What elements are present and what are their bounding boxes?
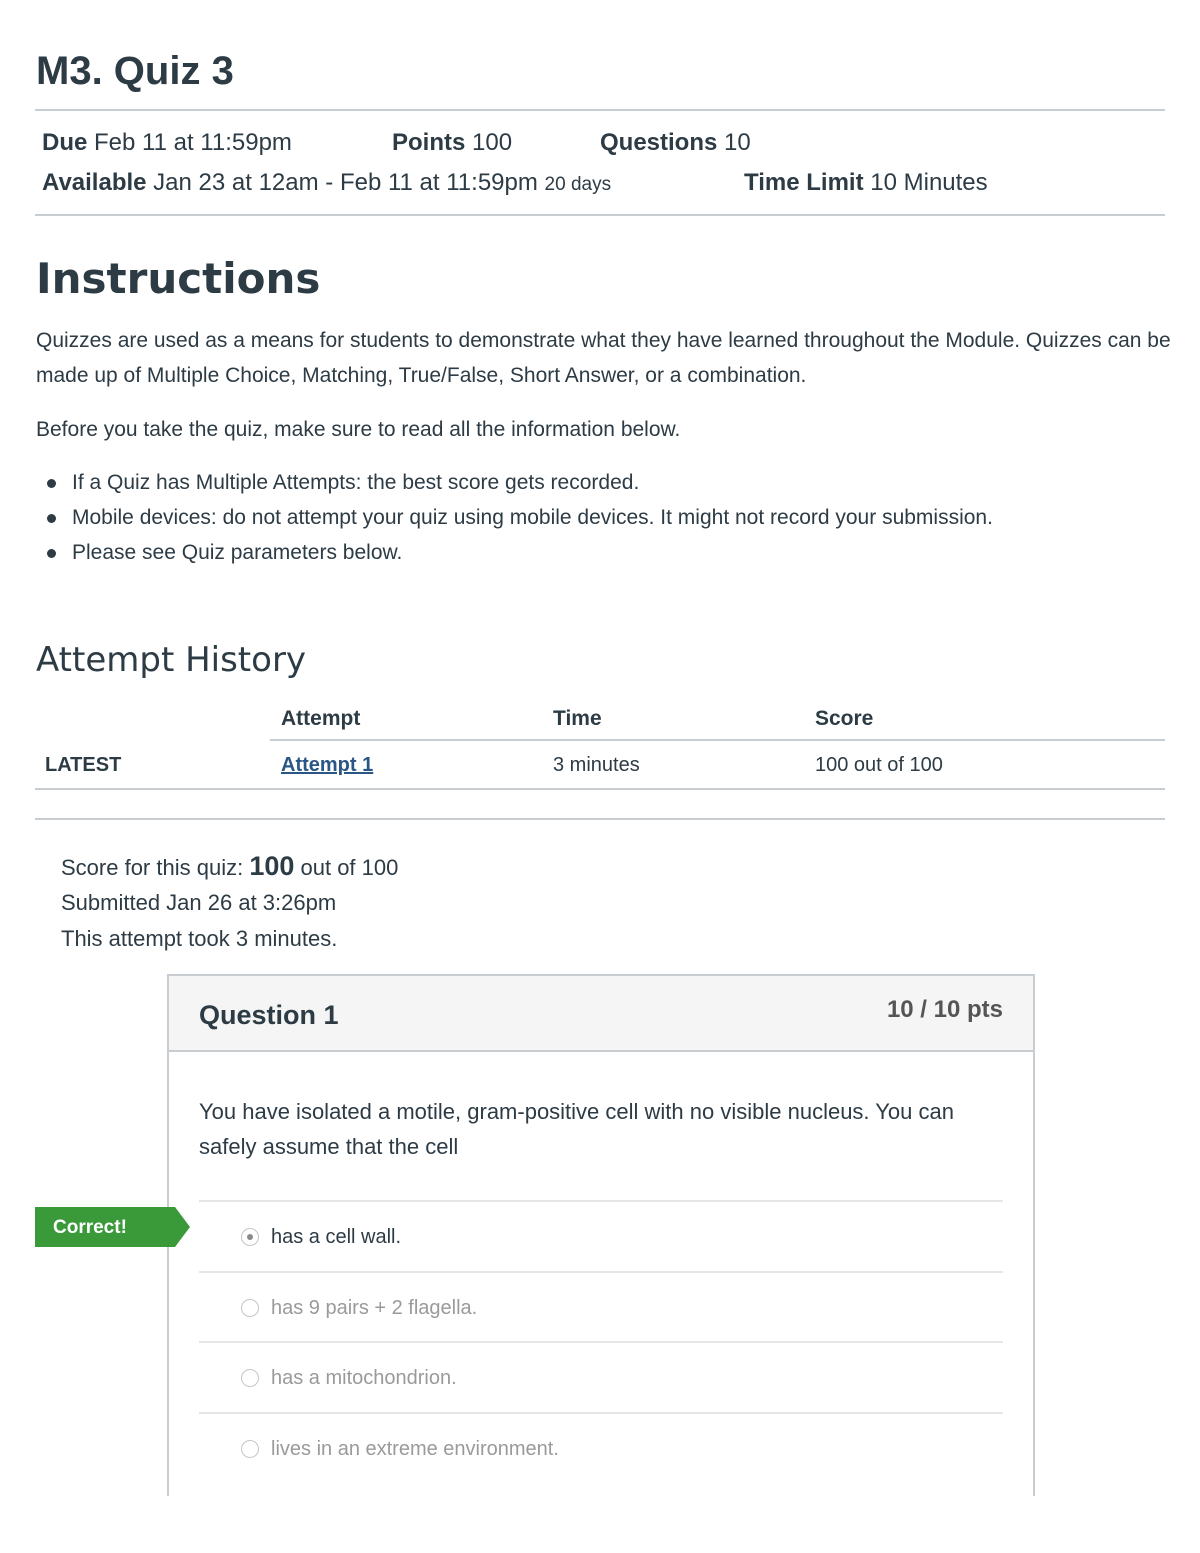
time-limit-value: 10 Minutes: [870, 169, 988, 196]
list-item: Please see Quiz parameters below.: [36, 535, 993, 570]
points-value: 100: [472, 129, 513, 156]
table-bottom-rule: [35, 788, 1165, 790]
time-limit-label: Time Limit: [744, 169, 864, 196]
points-label: Points: [392, 129, 466, 156]
answer-text: lives in an extreme environment.: [271, 1437, 559, 1460]
table-cell-time: 3 minutes: [553, 754, 640, 776]
answer-divider: [199, 1412, 1003, 1414]
questions-detail: [600, 128, 751, 158]
radio-icon[interactable]: [241, 1440, 259, 1458]
answer-option[interactable]: [241, 1293, 477, 1323]
column-header-score: Score: [815, 707, 874, 730]
points-detail: [392, 128, 512, 158]
table-cell-attempt: [281, 751, 373, 779]
submitted-text: Submitted Jan 26 at 3:26pm: [61, 890, 337, 915]
answer-divider: [199, 1271, 1003, 1273]
divider: [35, 214, 1165, 216]
divider: [35, 818, 1165, 820]
radio-icon[interactable]: [241, 1299, 259, 1317]
table-header-rule: [270, 739, 1165, 741]
available-detail: [42, 168, 611, 200]
instructions-paragraph: Quizzes are used as a means for students to demonstrate what they have learned throughout the Module. Quizzes can be made up of Multiple Choice, Matching, True/False, Short Answer, or a combination.: [36, 329, 1171, 387]
questions-value: 10: [724, 129, 751, 156]
due-label: Due: [42, 129, 88, 156]
divider: [35, 109, 1165, 111]
answer-text: has a cell wall.: [271, 1225, 402, 1248]
answer-option[interactable]: [241, 1434, 559, 1464]
answer-text: has a mitochondrion.: [271, 1366, 457, 1389]
question-points: 10 / 10 pts: [886, 996, 1003, 1023]
quiz-score: [61, 848, 398, 886]
column-header-time: Time: [553, 707, 602, 730]
available-label: Available: [42, 169, 147, 196]
available-value: Jan 23 at 12am - Feb 11 at 11:59pm: [153, 169, 538, 196]
question-name: Question 1: [199, 1000, 339, 1030]
instructions-paragraph: Before you take the quiz, make sure to read all the information below.: [36, 418, 681, 441]
list-item: If a Quiz has Multiple Attempts: the best score gets recorded.: [36, 465, 993, 500]
answer-option[interactable]: [241, 1363, 457, 1393]
answer-option[interactable]: [241, 1222, 401, 1252]
available-days: 20 days: [544, 174, 612, 195]
correct-flag-label: Correct!: [53, 1217, 127, 1238]
correct-flag: [35, 1207, 190, 1247]
score-suffix: out of 100: [300, 855, 399, 880]
table-cell-score: 100 out of 100: [815, 754, 943, 776]
answer-divider: [199, 1200, 1003, 1202]
answer-divider: [199, 1341, 1003, 1343]
instructions-list: [36, 465, 993, 570]
column-header-attempt: Attempt: [281, 707, 361, 730]
page-title: M3. Quiz 3: [36, 49, 234, 93]
time-limit-detail: [744, 168, 988, 198]
question-card: [167, 974, 1035, 1496]
instructions-heading: Instructions: [36, 254, 321, 303]
attempt-status: LATEST: [45, 754, 122, 776]
attempt-history-heading: Attempt History: [36, 640, 307, 680]
question-text: You have isolated a motile, gram-positive cell with no visible nucleus. You can safely assume that the cell: [199, 1099, 954, 1159]
quiz-details-row-1: [42, 128, 292, 158]
radio-icon[interactable]: [241, 1369, 259, 1387]
question-header: [169, 976, 1033, 1052]
questions-label: Questions: [600, 129, 718, 156]
answer-text: has 9 pairs + 2 flagella.: [271, 1296, 478, 1319]
score-label: Score for this quiz:: [61, 855, 244, 880]
score-value: 100: [249, 851, 295, 881]
duration-text: This attempt took 3 minutes.: [61, 926, 338, 951]
radio-selected-icon[interactable]: [241, 1228, 259, 1246]
due-value: Feb 11 at 11:59pm: [94, 129, 292, 156]
attempt-link[interactable]: Attempt 1: [281, 754, 374, 776]
list-item: Mobile devices: do not attempt your quiz using mobile devices. It might not record your submission.: [36, 500, 993, 535]
